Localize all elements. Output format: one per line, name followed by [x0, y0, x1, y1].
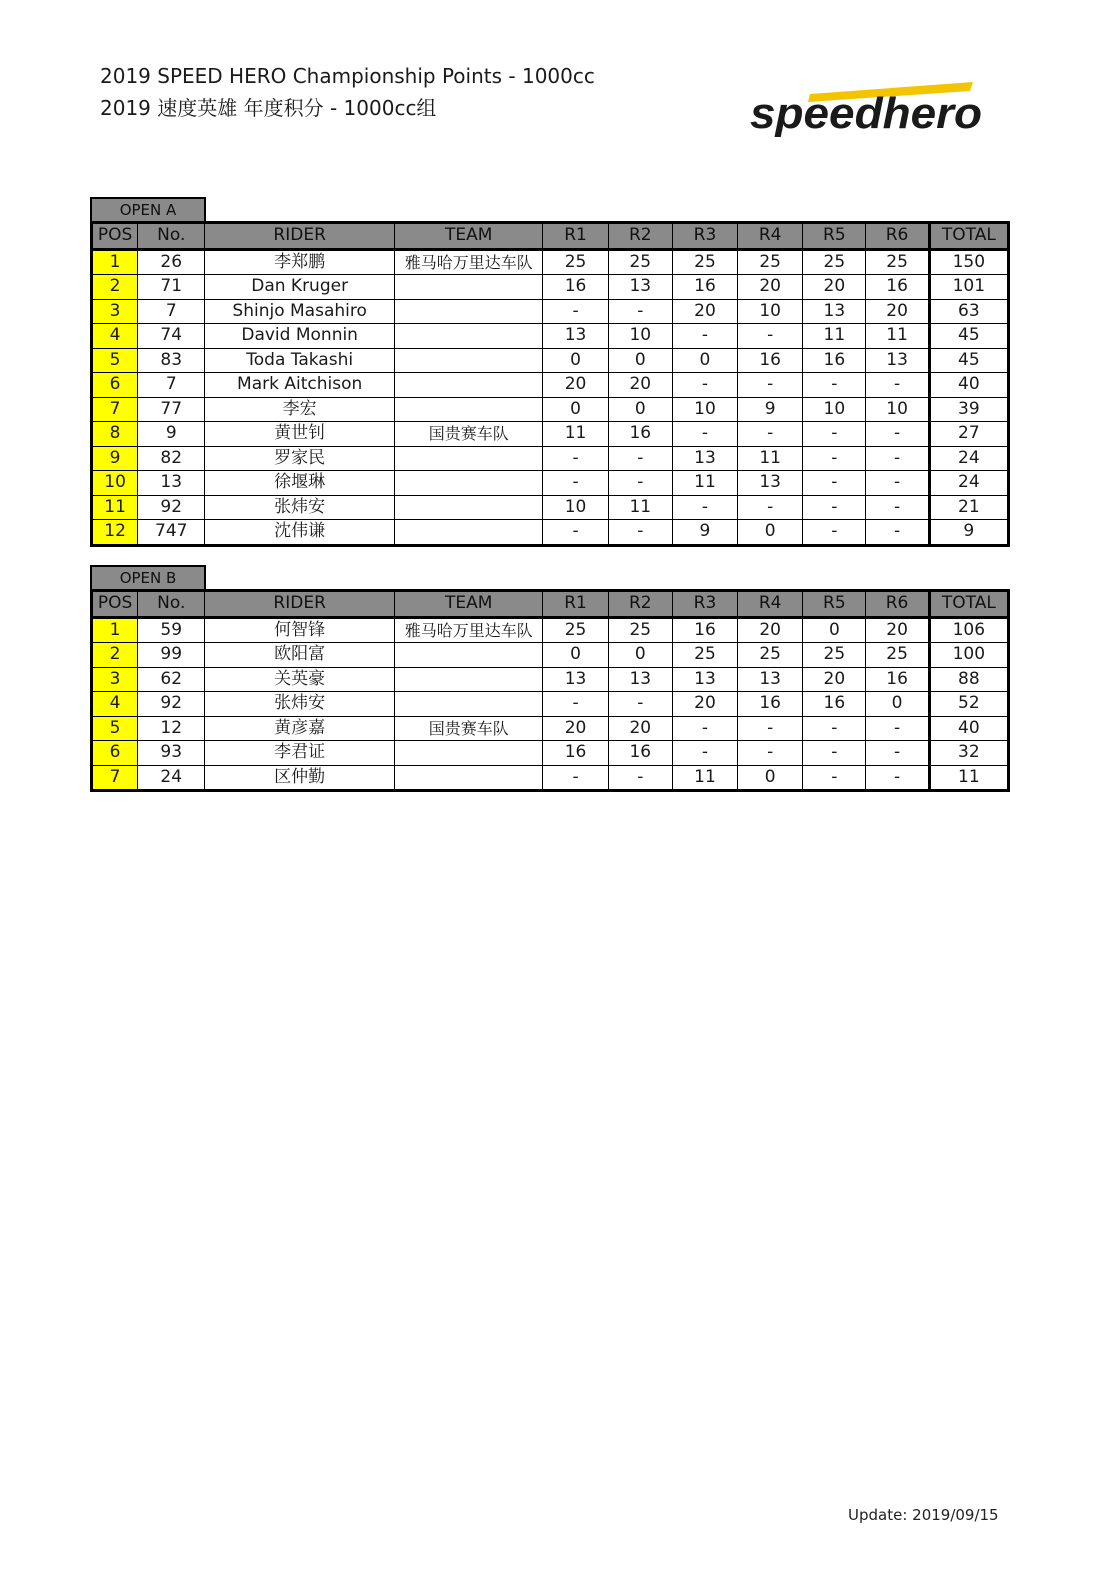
round-2-points-cell: 16	[608, 422, 672, 447]
table-row	[92, 692, 1009, 717]
round-6-points-cell: -	[866, 741, 929, 766]
round-6-points-cell: 20	[866, 617, 929, 643]
section-open-b	[90, 565, 1010, 792]
rider-number-cell: 77	[138, 397, 205, 422]
team-cell	[394, 348, 542, 373]
col-header-r4: R4	[738, 223, 803, 250]
round-1-points-cell: 16	[543, 741, 608, 766]
team-cell	[394, 324, 542, 349]
total-points-cell: 150	[929, 249, 1008, 275]
table-row	[92, 249, 1009, 275]
round-1-points-cell: -	[543, 446, 608, 471]
round-4-points-cell: 9	[738, 397, 803, 422]
col-header-r5: R5	[803, 591, 866, 618]
rider-number-cell: 7	[138, 373, 205, 398]
round-5-points-cell: -	[803, 741, 866, 766]
col-header-r2: R2	[608, 591, 672, 618]
round-6-points-cell: 20	[866, 299, 929, 324]
page-title: 2019 SPEED HERO Championship Points - 1000cc	[100, 64, 595, 88]
standings-table-open-b	[90, 589, 1010, 792]
team-cell: 雅马哈万里达车队	[394, 617, 542, 643]
round-5-points-cell: -	[803, 520, 866, 546]
rider-name-cell: 张炜安	[205, 495, 395, 520]
table-row	[92, 275, 1009, 300]
rider-name-cell: 何智锋	[205, 617, 395, 643]
round-2-points-cell: -	[608, 520, 672, 546]
team-cell	[394, 495, 542, 520]
pos-cell: 4	[92, 692, 138, 717]
update-date: Update: 2019/09/15	[848, 1506, 999, 1524]
col-header-r3: R3	[672, 591, 737, 618]
round-5-points-cell: -	[803, 495, 866, 520]
pos-cell: 5	[92, 716, 138, 741]
section-open-a	[90, 197, 1010, 547]
total-points-cell: 40	[929, 373, 1008, 398]
round-3-points-cell: 25	[672, 643, 737, 668]
round-3-points-cell: 11	[672, 765, 737, 791]
round-5-points-cell: -	[803, 471, 866, 496]
rider-number-cell: 747	[138, 520, 205, 546]
round-1-points-cell: -	[543, 520, 608, 546]
round-6-points-cell: -	[866, 495, 929, 520]
round-1-points-cell: -	[543, 692, 608, 717]
round-4-points-cell: 10	[738, 299, 803, 324]
rider-name-cell: 沈伟谦	[205, 520, 395, 546]
team-cell: 雅马哈万里达车队	[394, 249, 542, 275]
team-cell	[394, 299, 542, 324]
round-2-points-cell: -	[608, 299, 672, 324]
round-5-points-cell: 0	[803, 617, 866, 643]
rider-name-cell: 李郑鹏	[205, 249, 395, 275]
round-2-points-cell: -	[608, 765, 672, 791]
pos-cell: 5	[92, 348, 138, 373]
pos-cell: 6	[92, 741, 138, 766]
round-4-points-cell: 20	[738, 275, 803, 300]
round-3-points-cell: 20	[672, 299, 737, 324]
round-3-points-cell: 16	[672, 275, 737, 300]
round-3-points-cell: 10	[672, 397, 737, 422]
total-points-cell: 32	[929, 741, 1008, 766]
round-4-points-cell: 25	[738, 249, 803, 275]
team-cell	[394, 643, 542, 668]
round-1-points-cell: -	[543, 299, 608, 324]
round-2-points-cell: -	[608, 446, 672, 471]
team-cell	[394, 765, 542, 791]
total-points-cell: 24	[929, 446, 1008, 471]
round-5-points-cell: 25	[803, 643, 866, 668]
round-3-points-cell: -	[672, 373, 737, 398]
pos-cell: 6	[92, 373, 138, 398]
round-2-points-cell: 13	[608, 667, 672, 692]
round-6-points-cell: -	[866, 446, 929, 471]
rider-name-cell: Toda Takashi	[205, 348, 395, 373]
round-4-points-cell: 16	[738, 348, 803, 373]
total-points-cell: 40	[929, 716, 1008, 741]
header-row	[92, 591, 1009, 618]
total-points-cell: 27	[929, 422, 1008, 447]
team-cell	[394, 667, 542, 692]
team-cell: 国贵赛车队	[394, 422, 542, 447]
total-points-cell: 45	[929, 348, 1008, 373]
speedhero-logo	[748, 80, 988, 150]
round-1-points-cell: 0	[543, 397, 608, 422]
round-3-points-cell: 0	[672, 348, 737, 373]
round-5-points-cell: 16	[803, 348, 866, 373]
table-row	[92, 348, 1009, 373]
table-row	[92, 446, 1009, 471]
round-4-points-cell: -	[738, 422, 803, 447]
round-6-points-cell: -	[866, 716, 929, 741]
total-points-cell: 24	[929, 471, 1008, 496]
round-2-points-cell: 13	[608, 275, 672, 300]
rider-number-cell: 93	[138, 741, 205, 766]
pos-cell: 4	[92, 324, 138, 349]
col-header-r4: R4	[738, 591, 803, 618]
col-header-rider: RIDER	[205, 591, 395, 618]
round-2-points-cell: 0	[608, 348, 672, 373]
team-cell	[394, 446, 542, 471]
round-4-points-cell: 11	[738, 446, 803, 471]
round-6-points-cell: 16	[866, 275, 929, 300]
table-row	[92, 667, 1009, 692]
col-header-r6: R6	[866, 591, 929, 618]
round-5-points-cell: 20	[803, 275, 866, 300]
round-4-points-cell: 13	[738, 667, 803, 692]
round-1-points-cell: -	[543, 471, 608, 496]
rider-name-cell: 张炜安	[205, 692, 395, 717]
total-points-cell: 88	[929, 667, 1008, 692]
rider-number-cell: 24	[138, 765, 205, 791]
rider-name-cell: 欧阳富	[205, 643, 395, 668]
col-header-pos: POS	[92, 223, 138, 250]
total-points-cell: 45	[929, 324, 1008, 349]
total-points-cell: 11	[929, 765, 1008, 791]
col-header-pos: POS	[92, 591, 138, 618]
rider-name-cell: 罗家民	[205, 446, 395, 471]
table-row	[92, 765, 1009, 791]
table-row	[92, 495, 1009, 520]
round-2-points-cell: 25	[608, 617, 672, 643]
round-6-points-cell: 10	[866, 397, 929, 422]
table-row	[92, 716, 1009, 741]
col-header-r1: R1	[543, 223, 608, 250]
round-2-points-cell: 11	[608, 495, 672, 520]
col-header-r3: R3	[672, 223, 737, 250]
table-row	[92, 520, 1009, 546]
round-2-points-cell: 0	[608, 397, 672, 422]
round-4-points-cell: 16	[738, 692, 803, 717]
round-1-points-cell: 11	[543, 422, 608, 447]
round-3-points-cell: 9	[672, 520, 737, 546]
pos-cell: 8	[92, 422, 138, 447]
round-2-points-cell: 16	[608, 741, 672, 766]
round-3-points-cell: 25	[672, 249, 737, 275]
round-1-points-cell: 0	[543, 348, 608, 373]
col-header-r5: R5	[803, 223, 866, 250]
col-header-r1: R1	[543, 591, 608, 618]
rider-name-cell: 李君证	[205, 741, 395, 766]
round-3-points-cell: 20	[672, 692, 737, 717]
header-row	[92, 223, 1009, 250]
rider-number-cell: 71	[138, 275, 205, 300]
pos-cell: 2	[92, 643, 138, 668]
rider-name-cell: 区仲勤	[205, 765, 395, 791]
pos-cell: 1	[92, 249, 138, 275]
total-points-cell: 101	[929, 275, 1008, 300]
total-points-cell: 106	[929, 617, 1008, 643]
pos-cell: 3	[92, 299, 138, 324]
pos-cell: 12	[92, 520, 138, 546]
page-subtitle: 2019 速度英雄 年度积分 - 1000cc组	[100, 96, 437, 120]
col-header-team: TEAM	[394, 223, 542, 250]
rider-name-cell: 李宏	[205, 397, 395, 422]
rider-number-cell: 7	[138, 299, 205, 324]
round-6-points-cell: 16	[866, 667, 929, 692]
table-row	[92, 471, 1009, 496]
total-points-cell: 100	[929, 643, 1008, 668]
round-3-points-cell: -	[672, 716, 737, 741]
rider-name-cell: 关英豪	[205, 667, 395, 692]
round-1-points-cell: 25	[543, 249, 608, 275]
team-cell	[394, 741, 542, 766]
rider-number-cell: 92	[138, 495, 205, 520]
total-points-cell: 21	[929, 495, 1008, 520]
rider-name-cell: David Monnin	[205, 324, 395, 349]
pos-cell: 10	[92, 471, 138, 496]
round-5-points-cell: 10	[803, 397, 866, 422]
pos-cell: 1	[92, 617, 138, 643]
pos-cell: 11	[92, 495, 138, 520]
section-label: OPEN A	[90, 197, 206, 221]
round-5-points-cell: 13	[803, 299, 866, 324]
table-row	[92, 299, 1009, 324]
round-3-points-cell: -	[672, 495, 737, 520]
round-3-points-cell: 11	[672, 471, 737, 496]
pos-cell: 2	[92, 275, 138, 300]
round-2-points-cell: 0	[608, 643, 672, 668]
table-row	[92, 373, 1009, 398]
round-1-points-cell: 0	[543, 643, 608, 668]
round-5-points-cell: 25	[803, 249, 866, 275]
round-2-points-cell: -	[608, 471, 672, 496]
round-6-points-cell: -	[866, 765, 929, 791]
round-2-points-cell: 20	[608, 373, 672, 398]
round-5-points-cell: -	[803, 422, 866, 447]
round-5-points-cell: -	[803, 765, 866, 791]
round-5-points-cell: -	[803, 446, 866, 471]
round-1-points-cell: 20	[543, 716, 608, 741]
round-4-points-cell: -	[738, 373, 803, 398]
round-5-points-cell: -	[803, 716, 866, 741]
round-4-points-cell: -	[738, 741, 803, 766]
round-4-points-cell: -	[738, 495, 803, 520]
team-cell	[394, 373, 542, 398]
round-1-points-cell: 20	[543, 373, 608, 398]
table-row	[92, 324, 1009, 349]
table-row	[92, 397, 1009, 422]
round-6-points-cell: 13	[866, 348, 929, 373]
rider-number-cell: 12	[138, 716, 205, 741]
round-6-points-cell: -	[866, 373, 929, 398]
team-cell: 国贵赛车队	[394, 716, 542, 741]
rider-number-cell: 13	[138, 471, 205, 496]
total-points-cell: 63	[929, 299, 1008, 324]
rider-name-cell: 黄彦嘉	[205, 716, 395, 741]
round-1-points-cell: 10	[543, 495, 608, 520]
round-6-points-cell: 25	[866, 249, 929, 275]
pos-cell: 9	[92, 446, 138, 471]
rider-number-cell: 9	[138, 422, 205, 447]
col-header-rider: RIDER	[205, 223, 395, 250]
round-6-points-cell: -	[866, 471, 929, 496]
pos-cell: 3	[92, 667, 138, 692]
col-header-total: TOTAL	[929, 591, 1008, 618]
rider-name-cell: 黄世钊	[205, 422, 395, 447]
rider-name-cell: Mark Aitchison	[205, 373, 395, 398]
round-2-points-cell: -	[608, 692, 672, 717]
round-6-points-cell: -	[866, 422, 929, 447]
round-1-points-cell: 13	[543, 667, 608, 692]
round-2-points-cell: 10	[608, 324, 672, 349]
round-3-points-cell: -	[672, 422, 737, 447]
round-3-points-cell: -	[672, 741, 737, 766]
round-1-points-cell: 16	[543, 275, 608, 300]
round-4-points-cell: 20	[738, 617, 803, 643]
round-5-points-cell: 16	[803, 692, 866, 717]
col-header-r2: R2	[608, 223, 672, 250]
rider-number-cell: 26	[138, 249, 205, 275]
round-1-points-cell: -	[543, 765, 608, 791]
total-points-cell: 39	[929, 397, 1008, 422]
table-row	[92, 643, 1009, 668]
total-points-cell: 52	[929, 692, 1008, 717]
round-6-points-cell: 25	[866, 643, 929, 668]
rider-name-cell: Shinjo Masahiro	[205, 299, 395, 324]
col-header-no: No.	[138, 223, 205, 250]
round-4-points-cell: 0	[738, 520, 803, 546]
round-6-points-cell: 11	[866, 324, 929, 349]
rider-number-cell: 82	[138, 446, 205, 471]
round-6-points-cell: -	[866, 520, 929, 546]
total-points-cell: 9	[929, 520, 1008, 546]
round-3-points-cell: 13	[672, 446, 737, 471]
rider-number-cell: 83	[138, 348, 205, 373]
team-cell	[394, 692, 542, 717]
rider-name-cell: Dan Kruger	[205, 275, 395, 300]
round-6-points-cell: 0	[866, 692, 929, 717]
team-cell	[394, 275, 542, 300]
round-3-points-cell: 13	[672, 667, 737, 692]
round-5-points-cell: -	[803, 373, 866, 398]
team-cell	[394, 520, 542, 546]
rider-number-cell: 62	[138, 667, 205, 692]
round-2-points-cell: 20	[608, 716, 672, 741]
rider-number-cell: 99	[138, 643, 205, 668]
rider-number-cell: 92	[138, 692, 205, 717]
round-5-points-cell: 11	[803, 324, 866, 349]
team-cell	[394, 397, 542, 422]
round-3-points-cell: 16	[672, 617, 737, 643]
section-label: OPEN B	[90, 565, 206, 589]
round-4-points-cell: 0	[738, 765, 803, 791]
rider-name-cell: 徐堰琳	[205, 471, 395, 496]
pos-cell: 7	[92, 765, 138, 791]
rider-number-cell: 74	[138, 324, 205, 349]
col-header-total: TOTAL	[929, 223, 1008, 250]
table-row	[92, 617, 1009, 643]
round-1-points-cell: 13	[543, 324, 608, 349]
title-block	[100, 60, 595, 124]
pos-cell: 7	[92, 397, 138, 422]
round-4-points-cell: 13	[738, 471, 803, 496]
rider-number-cell: 59	[138, 617, 205, 643]
round-2-points-cell: 25	[608, 249, 672, 275]
col-header-team: TEAM	[394, 591, 542, 618]
team-cell	[394, 471, 542, 496]
round-4-points-cell: -	[738, 324, 803, 349]
col-header-no: No.	[138, 591, 205, 618]
svg-text:speedhero: speedhero	[750, 89, 982, 138]
col-header-r6: R6	[866, 223, 929, 250]
standings-table-open-a	[90, 221, 1010, 547]
round-4-points-cell: 25	[738, 643, 803, 668]
table-row	[92, 422, 1009, 447]
table-row	[92, 741, 1009, 766]
round-1-points-cell: 25	[543, 617, 608, 643]
round-3-points-cell: -	[672, 324, 737, 349]
round-5-points-cell: 20	[803, 667, 866, 692]
round-4-points-cell: -	[738, 716, 803, 741]
